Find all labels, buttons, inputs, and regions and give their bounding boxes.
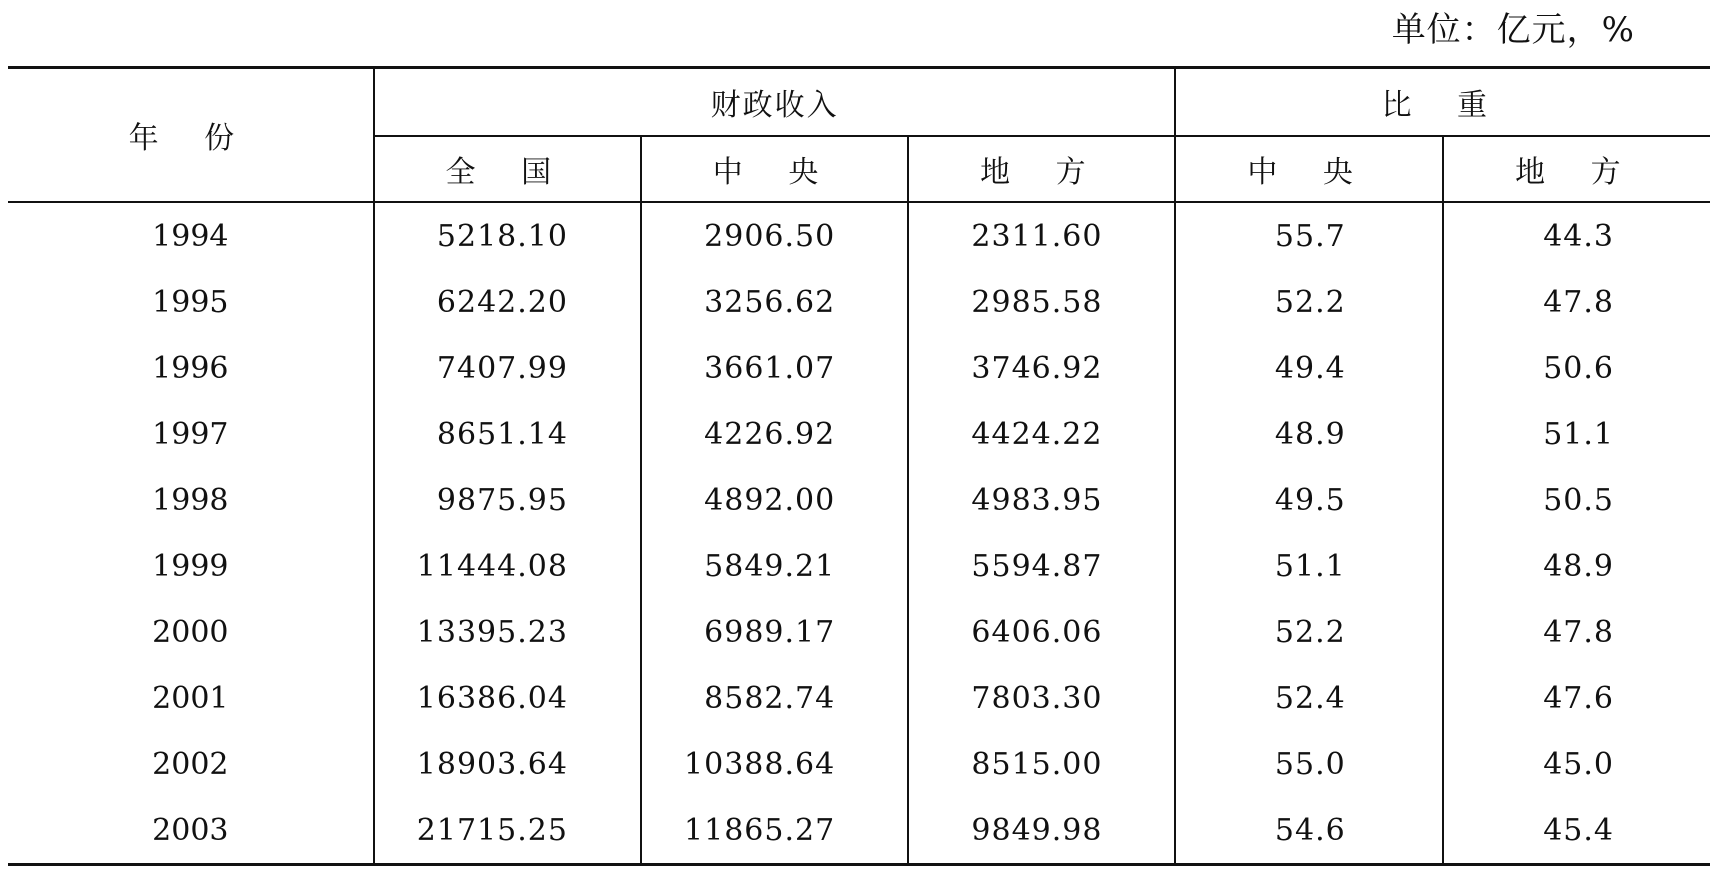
table-row <box>8 335 1710 401</box>
cell-central: 8582.74 <box>641 665 908 731</box>
cell-central-share: 52.2 <box>1175 599 1442 665</box>
cell-year: 1996 <box>152 350 229 386</box>
cell-year: 2003 <box>8 797 374 865</box>
cell-national: 7407.99 <box>374 335 641 401</box>
cell-local-share: 47.8 <box>1443 269 1710 335</box>
cell-central-share: 51.1 <box>1175 533 1442 599</box>
cell-year: 2001 <box>152 680 229 716</box>
cell-central: 6989.17 <box>641 599 908 665</box>
cell-local-share: 47.8 <box>1443 599 1710 665</box>
cell-central-share: 52.2 <box>1175 269 1442 335</box>
cell-local: 3746.92 <box>908 335 1175 401</box>
cell-national: 8651.14 <box>374 401 641 467</box>
cell-local: 2985.58 <box>908 269 1175 335</box>
cell-local-share: 50.5 <box>1443 467 1710 533</box>
cell-year: 1997 <box>152 416 229 452</box>
cell-central-share: 55.7 <box>1175 202 1442 269</box>
cell-central: 3661.07 <box>641 335 908 401</box>
cell-central-share: 52.4 <box>1175 665 1442 731</box>
header-year: 年 份 <box>8 68 374 203</box>
table-row <box>8 202 1710 269</box>
table-row <box>8 467 1710 533</box>
cell-local: 2311.60 <box>908 202 1175 269</box>
table-row <box>8 533 1710 599</box>
header-central: 中 央 <box>641 136 908 202</box>
cell-central: 4226.92 <box>641 401 908 467</box>
cell-year: 2000 <box>152 614 229 650</box>
unit-label: 单位：亿元，% <box>1391 10 1635 50</box>
cell-local-share: 47.6 <box>1443 665 1710 731</box>
header-local: 地 方 <box>908 136 1175 202</box>
cell-local-share: 45.4 <box>1443 797 1710 865</box>
cell-local-share: 50.6 <box>1443 335 1710 401</box>
cell-local: 8515.00 <box>908 731 1175 797</box>
cell-central-share: 55.0 <box>1175 731 1442 797</box>
header-share-group: 比 重 <box>1175 68 1710 137</box>
cell-central: 10388.64 <box>641 731 908 797</box>
cell-local: 9849.98 <box>908 797 1175 865</box>
cell-central: 2906.50 <box>641 202 908 269</box>
header-revenue-group: 财政收入 <box>374 68 1176 137</box>
cell-local-share: 51.1 <box>1443 401 1710 467</box>
cell-national: 9875.95 <box>374 467 641 533</box>
table-body <box>8 202 1710 865</box>
cell-national: 6242.20 <box>374 269 641 335</box>
cell-local: 4424.22 <box>908 401 1175 467</box>
cell-local-share: 48.9 <box>1443 533 1710 599</box>
cell-central: 5849.21 <box>641 533 908 599</box>
cell-central: 11865.27 <box>641 797 908 865</box>
table-row <box>8 797 1710 865</box>
cell-national: 18903.64 <box>374 731 641 797</box>
cell-local-share: 44.3 <box>1443 202 1710 269</box>
cell-central-share: 48.9 <box>1175 401 1442 467</box>
cell-local: 6406.06 <box>908 599 1175 665</box>
cell-year: 2002 <box>152 746 229 782</box>
table-row <box>8 269 1710 335</box>
cell-national: 11444.08 <box>374 533 641 599</box>
cell-year: 1998 <box>152 482 229 518</box>
cell-year: 1994 <box>152 218 229 254</box>
cell-central-share: 54.6 <box>1175 797 1442 865</box>
cell-national: 5218.10 <box>374 202 641 269</box>
cell-year: 1999 <box>152 548 229 584</box>
cell-national: 13395.23 <box>374 599 641 665</box>
cell-central: 4892.00 <box>641 467 908 533</box>
table-row <box>8 401 1710 467</box>
header-national: 全 国 <box>374 136 641 202</box>
cell-national: 21715.25 <box>374 797 641 865</box>
table-row <box>8 599 1710 665</box>
cell-local: 7803.30 <box>908 665 1175 731</box>
cell-local: 4983.95 <box>908 467 1175 533</box>
cell-local: 5594.87 <box>908 533 1175 599</box>
cell-central: 3256.62 <box>641 269 908 335</box>
cell-year: 1995 <box>152 284 229 320</box>
cell-national: 16386.04 <box>374 665 641 731</box>
header-central-share: 中 央 <box>1175 136 1442 202</box>
header-local-share: 地 方 <box>1443 136 1710 202</box>
cell-local-share: 45.0 <box>1443 731 1710 797</box>
cell-central-share: 49.5 <box>1175 467 1442 533</box>
table-row <box>8 731 1710 797</box>
revenue-table <box>8 66 1710 866</box>
cell-central-share: 49.4 <box>1175 335 1442 401</box>
table-row <box>8 665 1710 731</box>
